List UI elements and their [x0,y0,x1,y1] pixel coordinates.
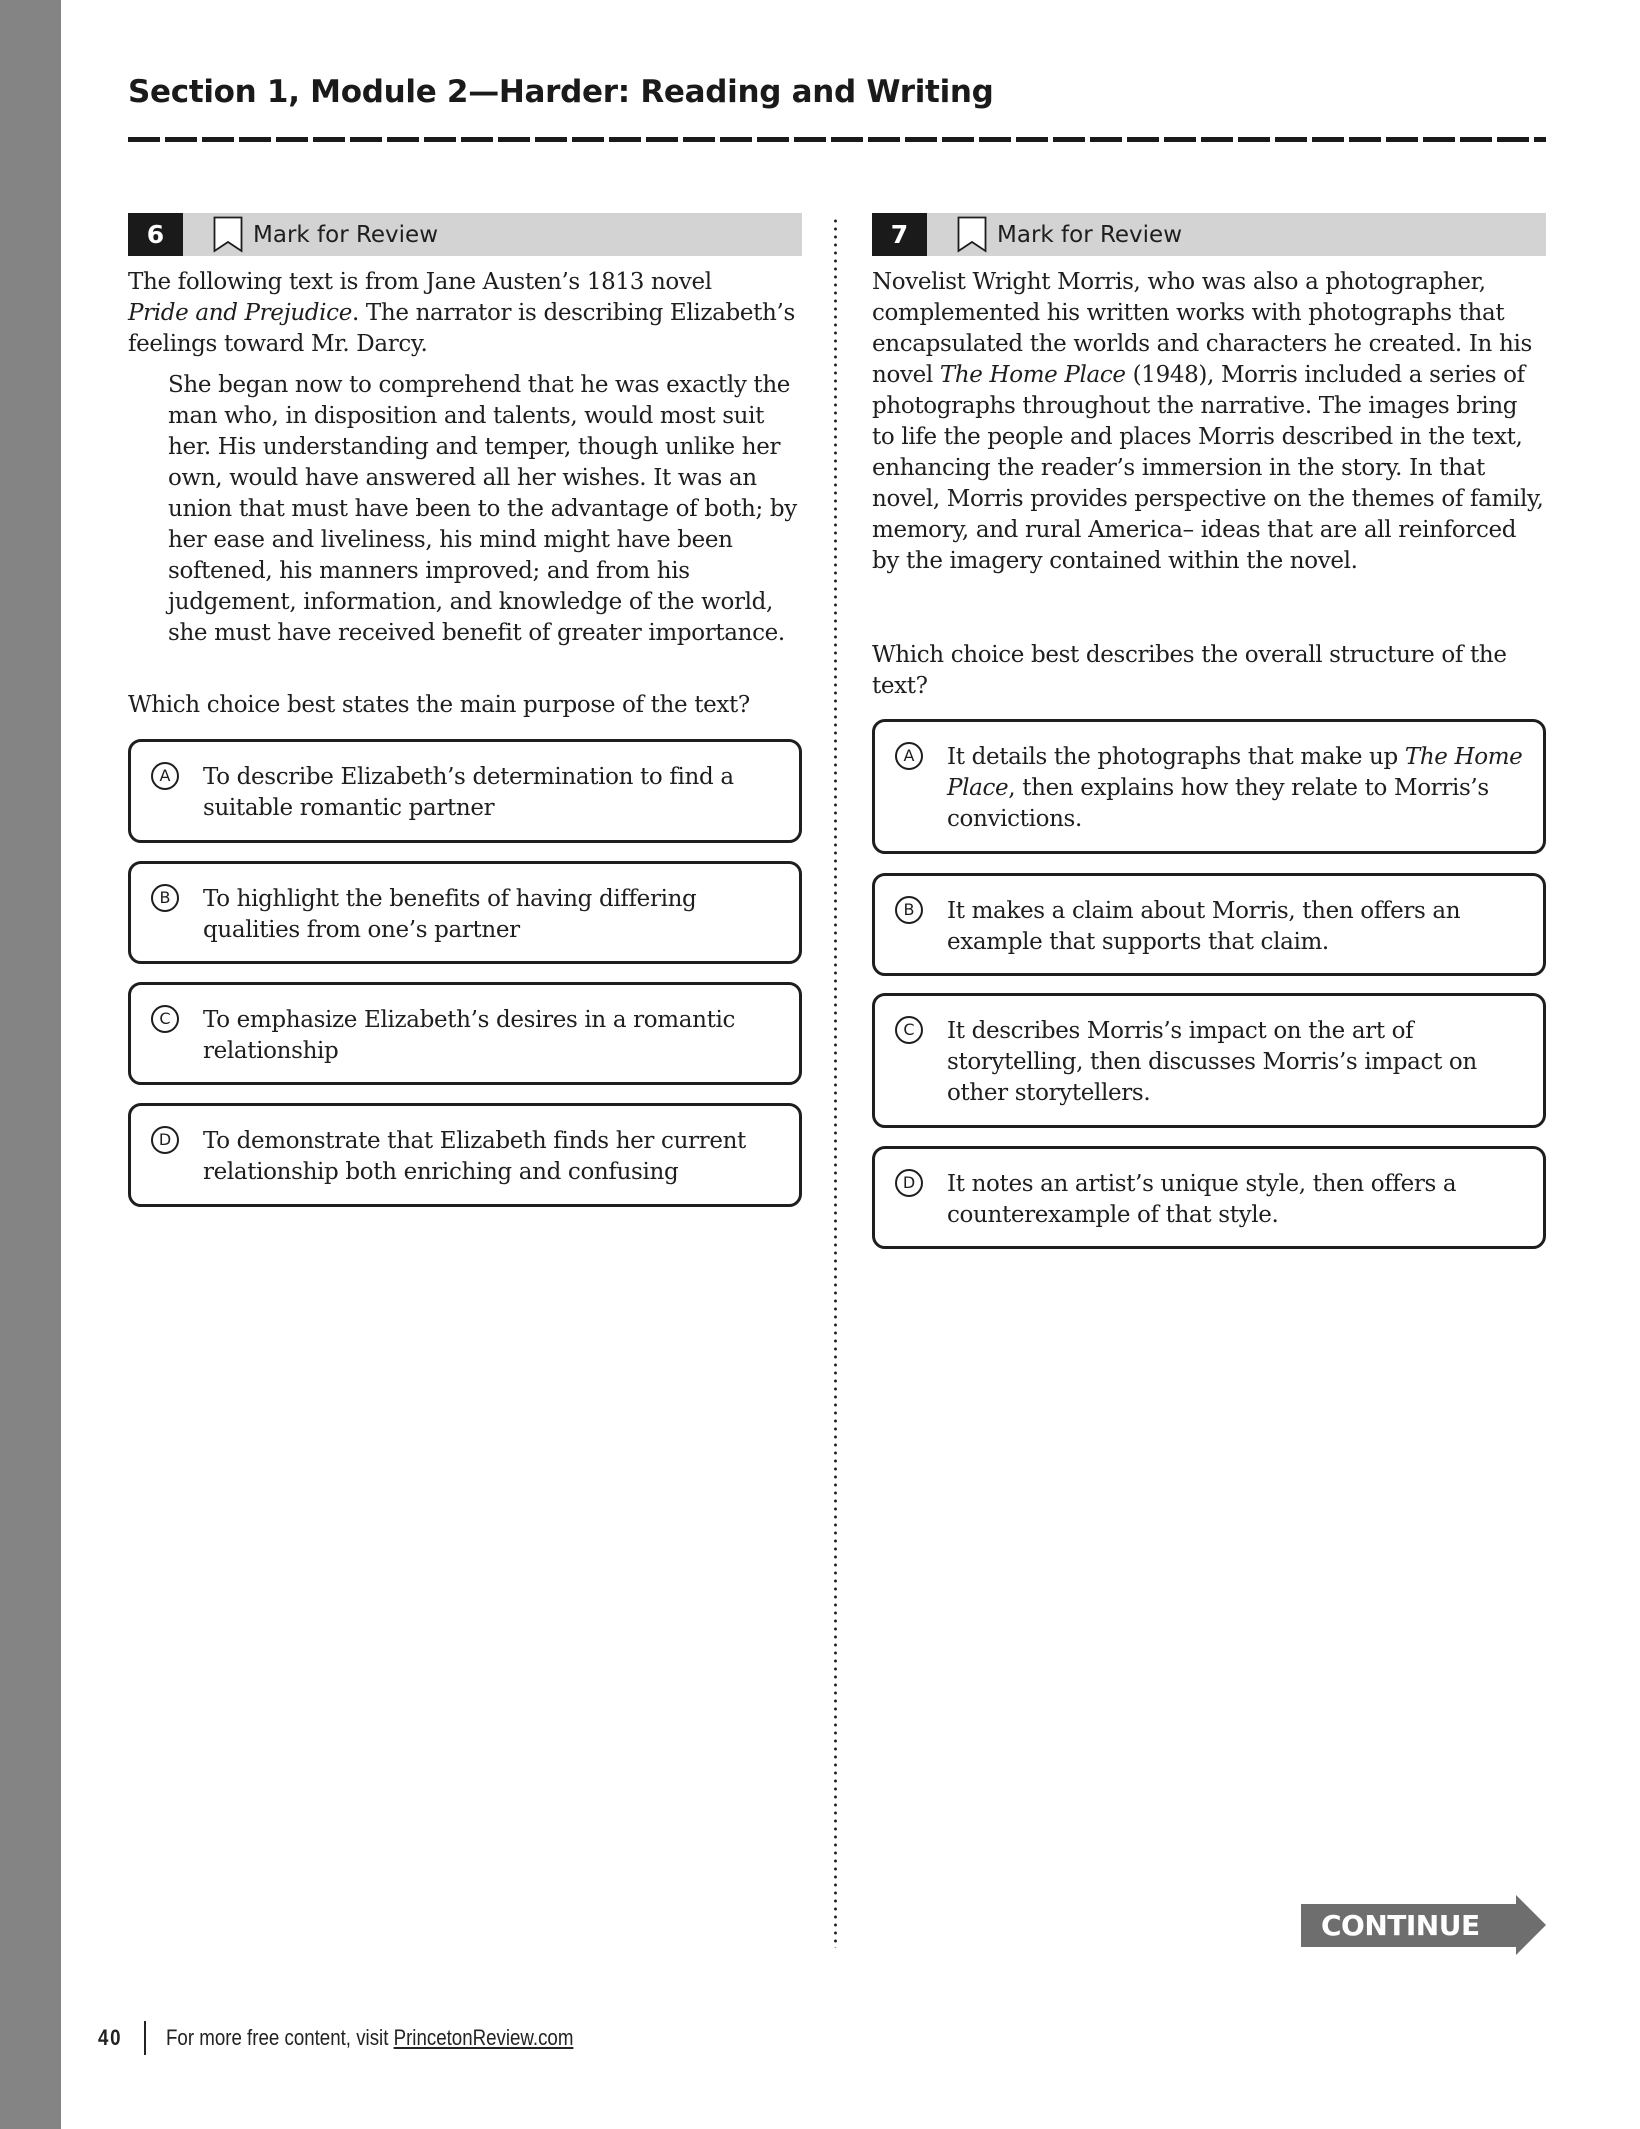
page-footer [98,2022,645,2054]
option-text: To emphasize Elizabeth’s desires in a romantic relationship [203,1007,736,1064]
question-prompt: Which choice best describes the overall structure of the text? [872,642,1507,699]
footer-message: For more free content, visit [166,2025,394,2050]
column-divider [834,217,837,1948]
intro-text: . The narrator is describing Elizabeth’s feelings toward Mr. Darcy. [128,300,795,357]
option-letter-d: D [151,1126,179,1154]
option-letter-a: A [151,762,179,790]
princeton-review-link[interactable]: PrincetonReview.com [393,2025,574,2050]
option-letter-b: B [151,884,179,912]
footer-separator [144,2021,146,2055]
question-6 [128,213,802,1185]
answer-option-a[interactable] [128,739,802,843]
question-header [128,213,802,256]
passage-intro [128,267,802,360]
question-7 [872,213,1546,1228]
option-text-part: , then explains how they relate to Morris’s convictions. [947,775,1489,832]
question-prompt: Which choice best states the main purpose of the text? [128,692,750,718]
mark-for-review-button[interactable]: Mark for Review [253,221,439,248]
passage [872,267,1546,577]
mark-for-review-button[interactable]: Mark for Review [997,221,1183,248]
option-letter-c: C [895,1016,923,1044]
continue-label: CONTINUE [1321,1909,1480,1942]
answer-option-b[interactable] [128,861,802,964]
passage-text: (1948), Morris included a series of photographs throughout the narrative. The images bring to life the people and places Morris described in the text, enhancing the reader’s immersion in the story. In that novel, Morris provides perspective on the themes of family, memory, and rural America– ideas that are all reinforced by the imagery contained within the novel. [872,362,1544,574]
page-number: 40 [98,2025,123,2050]
answer-option-d[interactable] [872,1146,1546,1249]
option-text: To demonstrate that Elizabeth finds her current relationship both enriching and confusing [203,1128,746,1185]
answer-option-c[interactable] [872,993,1546,1128]
option-letter-c: C [151,1005,179,1033]
book-title: The Home Place [939,362,1126,388]
option-text: It makes a claim about Morris, then offers an example that supports that claim. [947,898,1461,955]
option-text: It describes Morris’s impact on the art of storytelling, then discusses Morris’s impact on other storytellers. [947,1018,1477,1106]
passage-quote: She began now to comprehend that he was exactly the man who, in disposition and talents, would most suit her. His understanding and temper, though unlike her own, would have answered all her wishes. It was an union that must have been to the advantage of both; by her ease and liveliness, his mind might have been softened, his manners improved; and from his judgement, information, and knowledge of the world, she must have received benefit of greater importance. [168,372,797,646]
page-edge-bar [0,0,61,2129]
option-letter-a: A [895,742,923,770]
passage-text: Novelist Wright Morris, who was also a photographer, complemented his written works with photographs that encapsulated the worlds and characters he created. In his novel [872,269,1532,388]
option-letter-b: B [895,896,923,924]
question-number: 7 [872,213,927,256]
title-dashed-rule [128,137,1546,142]
option-text: To highlight the benefits of having differing qualities from one’s partner [203,886,697,943]
question-header [872,213,1546,256]
option-text: It notes an artist’s unique style, then offers a counterexample of that style. [947,1171,1457,1228]
answer-option-c[interactable] [128,982,802,1085]
answer-option-b[interactable] [872,873,1546,976]
answer-option-a[interactable] [872,719,1546,854]
option-text-part: It details the photographs that make up [947,744,1405,770]
bookmark-icon[interactable] [213,216,243,253]
continue-button[interactable] [1301,1895,1546,1955]
question-number: 6 [128,213,183,256]
option-text: To describe Elizabeth’s determination to find a suitable romantic partner [203,764,734,821]
page-title: Section 1, Module 2—Harder: Reading and Writing [128,74,994,110]
option-text [947,742,1529,835]
book-title: The Home Place [947,744,1523,801]
answer-option-d[interactable] [128,1103,802,1207]
bookmark-icon[interactable] [957,216,987,253]
book-title: Pride and Prejudice [128,300,352,326]
intro-text: The following text is from Jane Austen’s 1813 novel [128,269,712,295]
option-letter-d: D [895,1169,923,1197]
footer-text [166,2025,573,2051]
